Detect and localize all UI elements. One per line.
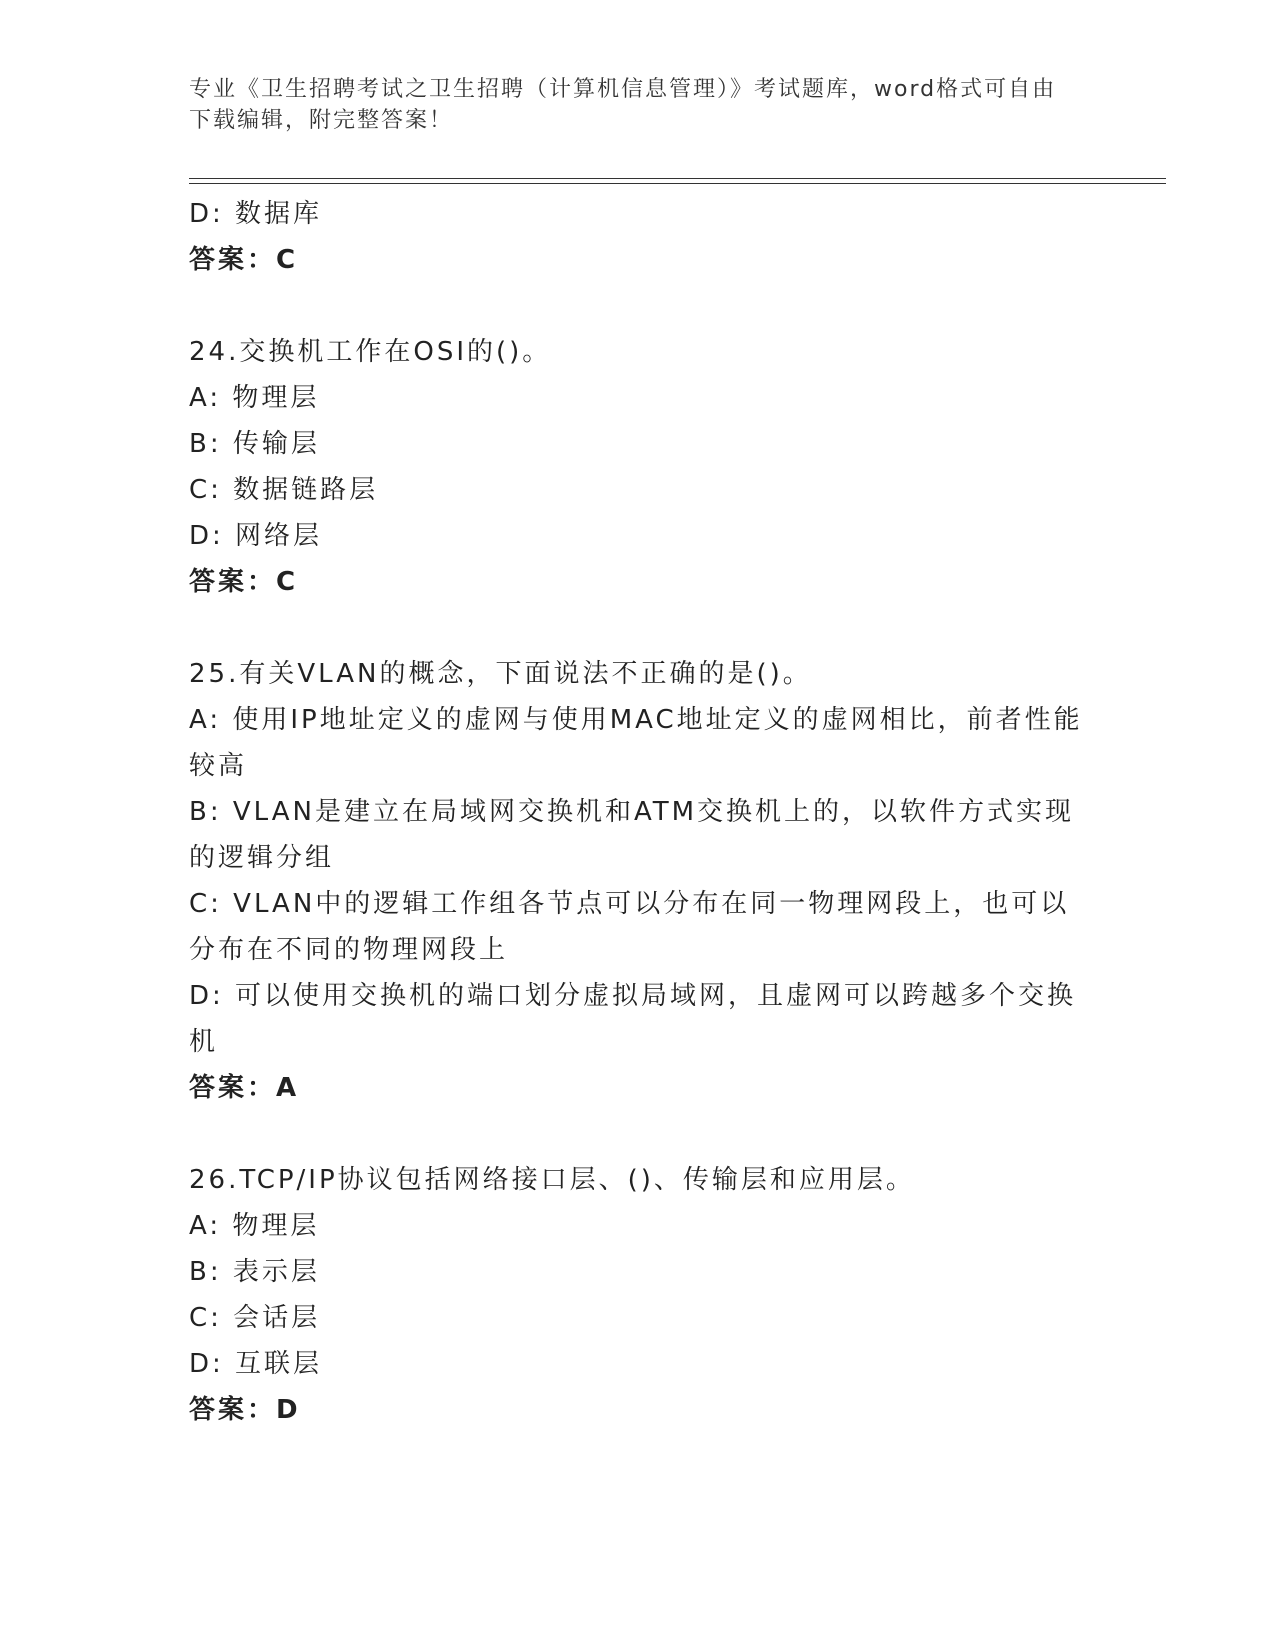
q25-option-b: B: VLAN是建立在局域网交换机和ATM交换机上的，以软件方式实现的逻辑分组 [189, 797, 1075, 873]
q26-option-b: B: 表示层 [189, 1257, 320, 1287]
q24-answer: 答案：C [189, 567, 299, 597]
q24-option-a: A: 物理层 [189, 383, 320, 413]
q25-stem: 25.有关VLAN的概念，下面说法不正确的是()。 [189, 659, 812, 689]
q24-option-c: C: 数据链路层 [189, 475, 379, 505]
q25-option-a: A: 使用IP地址定义的虚网与使用MAC地址定义的虚网相比，前者性能较高 [189, 705, 1083, 781]
prev-answer: 答案：C [189, 245, 299, 275]
q26-stem: 26.TCP/IP协议包括网络接口层、()、传输层和应用层。 [189, 1165, 915, 1195]
document-header: 专业《卫生招聘考试之卫生招聘（计算机信息管理）》考试题库，word格式可自由下载编辑，附完整答案！ [189, 77, 1057, 133]
question-list [189, 191, 1109, 1433]
q24-option-d: D: 网络层 [189, 521, 323, 551]
q26-option-c: C: 会话层 [189, 1303, 321, 1333]
q24-option-b: B: 传输层 [189, 429, 320, 459]
q25-option-d: D: 可以使用交换机的端口划分虚拟局域网，且虚网可以跨越多个交换机 [189, 981, 1077, 1057]
q25-answer: 答案：A [189, 1073, 300, 1103]
q26-option-a: A: 物理层 [189, 1211, 320, 1241]
q26-option-d: D: 互联层 [189, 1349, 323, 1379]
q25-option-c: C: VLAN中的逻辑工作组各节点可以分布在同一物理网段上，也可以分布在不同的物理网段上 [189, 889, 1070, 965]
q24-stem: 24.交换机工作在OSI的()。 [189, 337, 552, 367]
header-rule-top [189, 178, 1166, 179]
prev-option-d: D: 数据库 [189, 199, 323, 229]
header-rule-bottom [189, 183, 1166, 184]
q26-answer: 答案：D [189, 1395, 301, 1425]
